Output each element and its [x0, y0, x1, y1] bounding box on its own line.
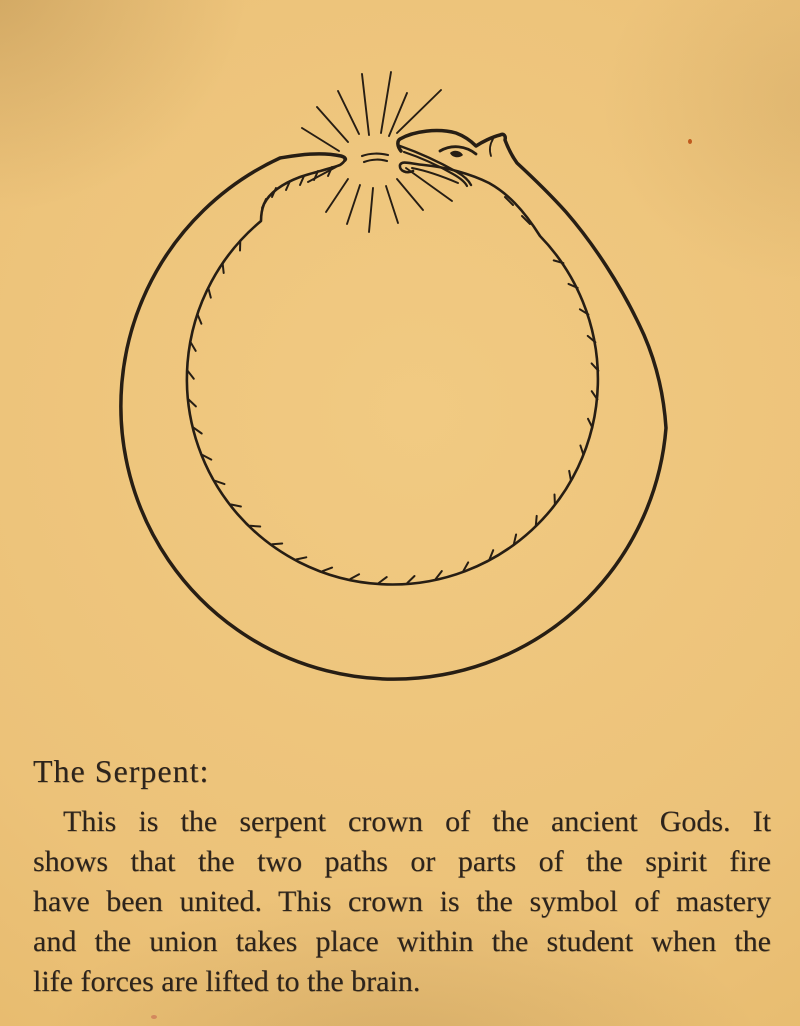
serpent-crest-fold — [490, 139, 493, 156]
paper-speck — [151, 1015, 157, 1019]
paragraph-line: and the union takes place within the student when the — [33, 925, 771, 958]
body-paragraph — [33, 802, 771, 1002]
serpent-outer-body — [121, 131, 666, 680]
serpent-eye — [450, 151, 463, 158]
sunburst-center-mark — [362, 154, 388, 162]
paragraph-line: life forces are lifted to the brain. — [33, 965, 421, 998]
sunburst-rays — [302, 72, 452, 232]
paragraph-line: have been united. This crown is the symbol of mastery — [33, 885, 771, 918]
figure-caption: The Serpent: — [33, 753, 210, 789]
paper-speck — [688, 139, 692, 144]
paragraph-line: This is the serpent crown of the ancient Gods. It — [63, 805, 771, 838]
paragraph-line: shows that the two paths or parts of the spirit fire — [33, 845, 771, 878]
